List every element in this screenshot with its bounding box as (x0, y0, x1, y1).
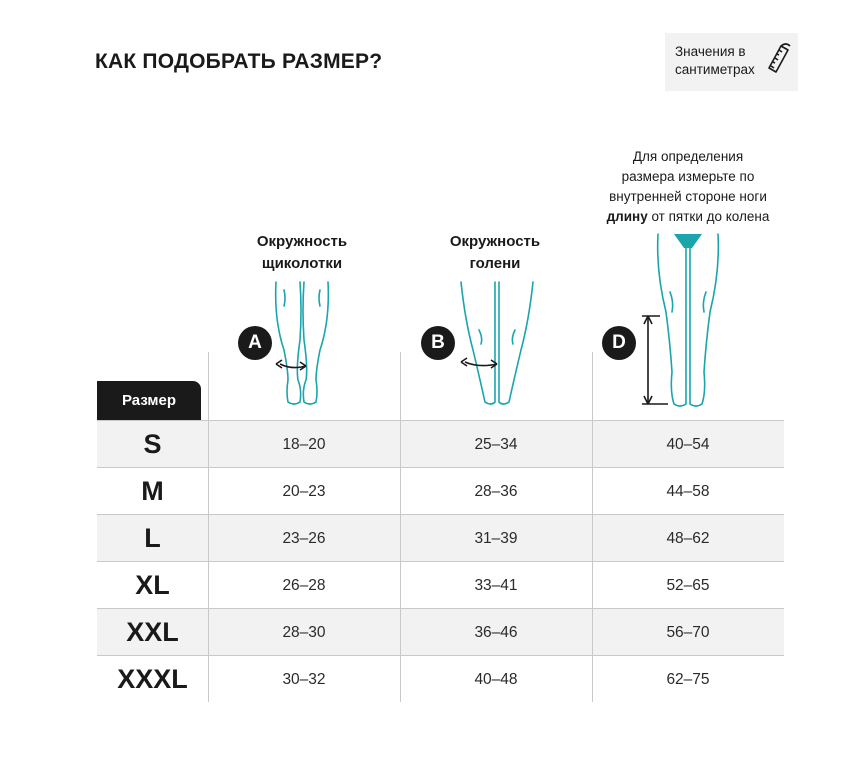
marker-a: A (238, 326, 272, 360)
column-divider (592, 352, 593, 420)
ankle-value: 20–23 (282, 483, 326, 500)
column-divider (208, 352, 209, 420)
size-column-header: Размер (97, 381, 201, 420)
length-value: 44–58 (666, 483, 710, 500)
marker-b: B (421, 326, 455, 360)
size-label: L (144, 523, 161, 553)
column-heading-calf (427, 231, 563, 275)
column-divider (400, 352, 401, 420)
measuring-tape-icon (766, 41, 792, 75)
calf-value: 25–34 (474, 436, 518, 453)
table-row (97, 561, 784, 608)
length-value: 48–62 (666, 530, 710, 547)
note-line3: внутренней стороне ноги (609, 189, 767, 204)
size-table (97, 420, 784, 702)
units-badge-line1: Значения в (675, 44, 746, 59)
size-label: S (143, 429, 162, 459)
note-line4 (585, 207, 791, 227)
ankle-value: 23–26 (282, 530, 326, 547)
calf-value: 36–46 (474, 624, 518, 641)
calf-value: 31–39 (474, 530, 518, 547)
ankle-value: 28–30 (282, 624, 326, 641)
column-b-line2: голени (469, 255, 521, 272)
calf-value: 28–36 (474, 483, 518, 500)
page-title: КАК ПОДОБРАТЬ РАЗМЕР? (95, 50, 383, 73)
table-row (97, 420, 784, 467)
column-heading-ankle (234, 231, 370, 275)
length-legs-illustration (640, 232, 720, 412)
ankle-value: 18–20 (282, 436, 326, 453)
note-line2: размера измерьте по (621, 169, 755, 184)
size-label: XXL (126, 617, 179, 647)
ankle-value: 30–32 (282, 671, 326, 688)
column-a-line1: Окружность (256, 233, 348, 250)
table-row (97, 655, 784, 702)
size-label: XL (135, 570, 170, 600)
table-row (97, 467, 784, 514)
units-badge-line2: сантиметрах (675, 62, 755, 77)
length-value: 40–54 (666, 436, 710, 453)
length-value: 52–65 (666, 577, 710, 594)
size-label: M (141, 476, 164, 506)
ankle-legs-illustration (262, 280, 342, 410)
units-badge (665, 33, 798, 91)
length-value: 56–70 (666, 624, 710, 641)
note-bold-length: длину (606, 209, 648, 224)
calf-value: 40–48 (474, 671, 518, 688)
column-b-line1: Окружность (449, 233, 541, 250)
column-a-line2: щиколотки (261, 255, 343, 272)
note-line1: Для определения (632, 149, 744, 164)
ankle-value: 26–28 (282, 577, 326, 594)
calf-value: 33–41 (474, 577, 518, 594)
calf-legs-illustration (457, 280, 537, 410)
note-line4-rest: от пятки до колена (647, 209, 770, 224)
marker-d: D (602, 326, 636, 360)
length-value: 62–75 (666, 671, 710, 688)
table-row (97, 514, 784, 561)
table-row (97, 608, 784, 655)
measurement-note (585, 147, 791, 227)
size-label: XXXL (117, 664, 188, 694)
